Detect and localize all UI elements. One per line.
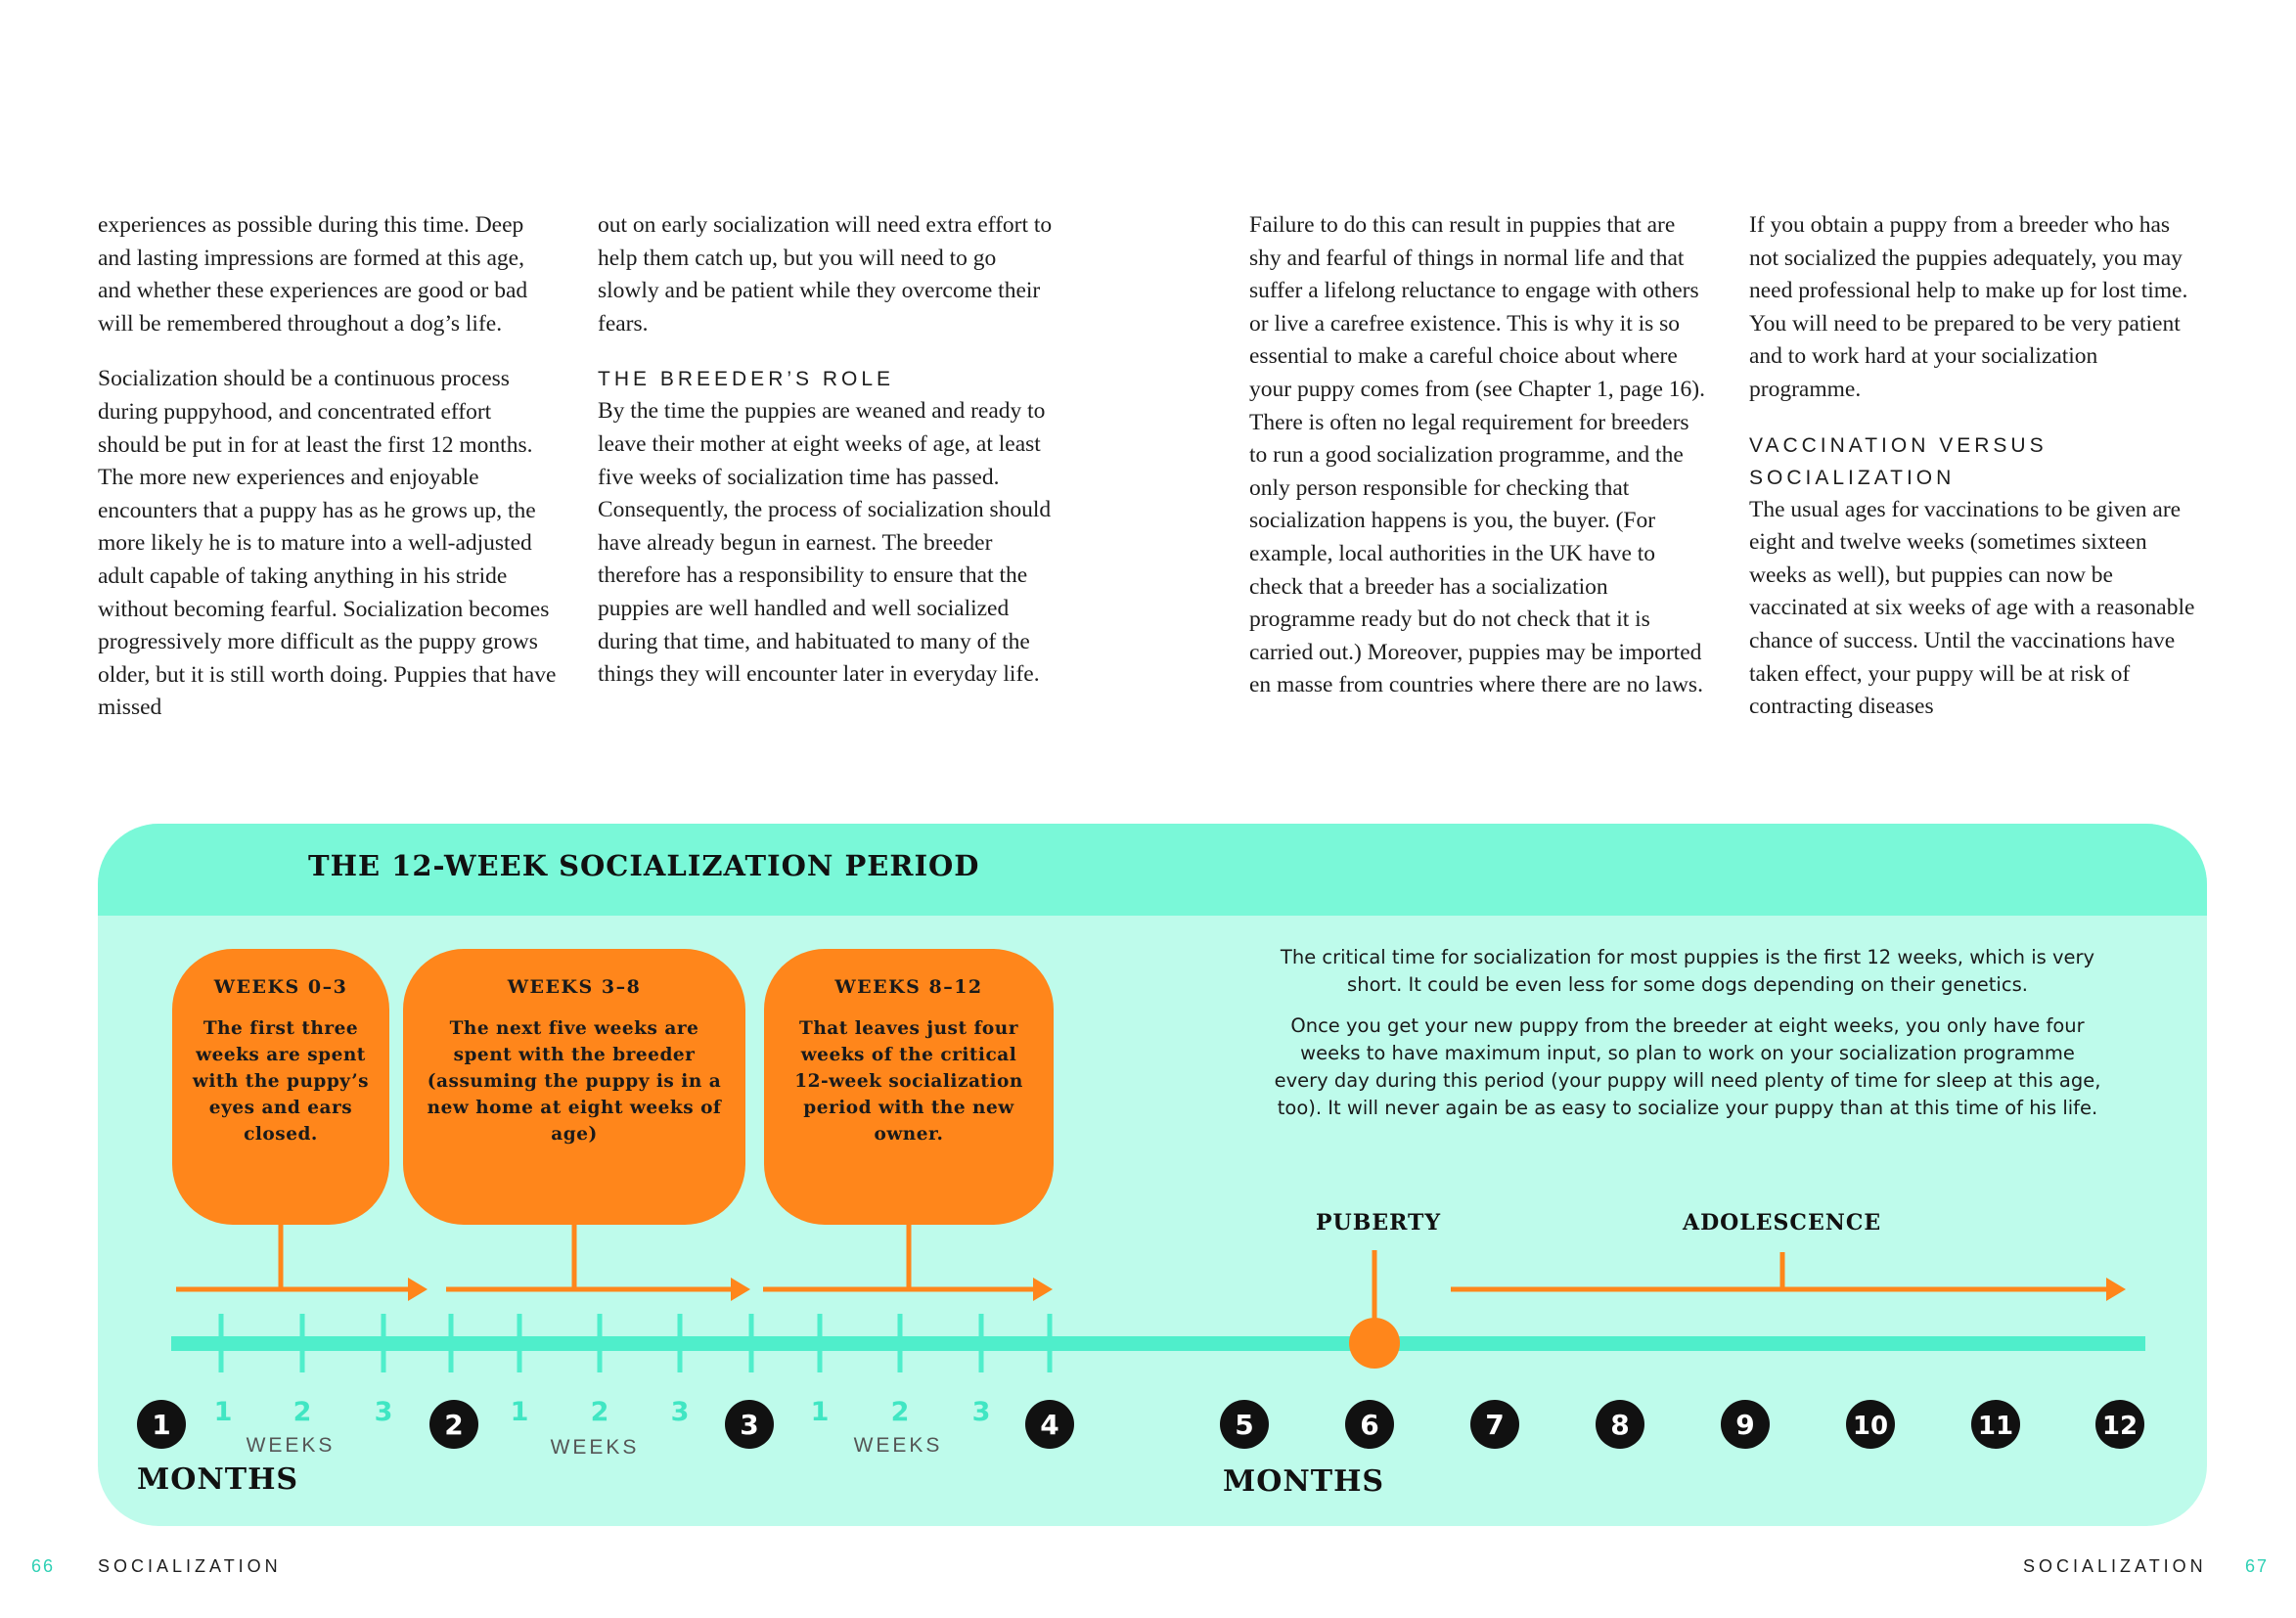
timeline-axis <box>171 1336 2145 1351</box>
week-tick <box>749 1314 754 1372</box>
heading-line-1: VACCINATION VERSUS <box>1749 433 2048 457</box>
week-number: 1 <box>213 1397 233 1427</box>
weeks-label: WEEKS <box>853 1434 943 1457</box>
weeks-label: WEEKS <box>550 1436 640 1459</box>
month-number: 9 <box>1735 1409 1755 1441</box>
month-number: 5 <box>1235 1409 1254 1441</box>
week-number: 2 <box>890 1397 910 1427</box>
week-tick <box>678 1314 683 1372</box>
description-paragraph: Once you get your new puppy from the breeder at eight weeks, you only have four weeks to have maximum input, so plan to work on your socialization programme every day during this period (your puppy will need plenty of time for sleep at this age, too). It will never again be as easy to socialize your puppy than at this time of his life. <box>1274 1014 2101 1119</box>
week-tick <box>219 1314 224 1372</box>
paragraph: out on early socialization will need extra effort to help them catch up, but you will need to go slowly and be patient while they overcome their fears. <box>598 212 1053 337</box>
adolescence-label: ADOLESCENCE <box>1683 1210 1882 1236</box>
week-tick <box>300 1314 305 1372</box>
week-tick <box>449 1314 454 1372</box>
month-number: 7 <box>1485 1409 1505 1441</box>
month-number: 3 <box>740 1409 759 1441</box>
bubble-title: WEEKS 8–12 <box>834 976 983 998</box>
arrow-weeks-0-3-head <box>408 1278 428 1301</box>
arrow-weeks-8-12-head <box>1033 1278 1053 1301</box>
page-number-right: 67 <box>2245 1556 2270 1576</box>
month-number: 8 <box>1610 1409 1630 1441</box>
page-number-left: 66 <box>31 1556 56 1576</box>
paragraph: The usual ages for vaccinations to be given are eight and twelve weeks (sometimes sixteen weeks as well), but puppies can now be vaccinated at six weeks of age with a reasonable chance of success. Until the vaccinations have taken effect, your puppy will be at risk of contracting diseases <box>1749 496 2195 720</box>
weeks-label: WEEKS <box>246 1434 336 1457</box>
months-label-right: MONTHS <box>1223 1464 1385 1499</box>
month-number: 4 <box>1040 1409 1059 1441</box>
section-heading-breeders-role: THE BREEDER’S ROLE <box>598 368 895 391</box>
paragraph: Socialization should be a continuous process during puppyhood, and concentrated effort should be put in for at least the first 12 months. The more new experiences and enjoyable encounters that a puppy has as he grows up, the more likely he is to mature into a well-adjusted adult capable of taking anything in his stride without becoming fearful. Socialization becomes progressively more difficult as the puppy grows older, but it is still worth doing. Puppies that have missed <box>98 366 557 721</box>
week-tick <box>818 1314 823 1372</box>
paragraph: If you obtain a puppy from a breeder who has not socialized the puppies adequately, you may need professional help to make up for lost time. You will need to be prepared to be very patient and to work hard at your socialization programme. <box>1749 212 2188 402</box>
puberty-label: PUBERTY <box>1316 1210 1442 1236</box>
bubble-text: The first three weeks are spent with the puppy’s eyes and ears closed. <box>192 1018 370 1145</box>
week-number: 3 <box>670 1397 690 1427</box>
month-number: 10 <box>1852 1412 1889 1441</box>
bubble-text: The next five weeks are spent with the breeder (assuming the puppy is in a new home at eight weeks of age) <box>427 1018 722 1145</box>
bubble-title: WEEKS 3–8 <box>507 976 642 998</box>
infographic-title: THE 12-WEEK SOCIALIZATION PERIOD <box>308 849 980 882</box>
heading-line-2: SOCIALIZATION <box>1749 466 1956 489</box>
week-number: 2 <box>590 1397 609 1427</box>
running-footer-right: SOCIALIZATION <box>2023 1556 2207 1576</box>
arrow-adolescence-head <box>2106 1278 2126 1301</box>
month-number: 2 <box>444 1409 464 1441</box>
arrow-weeks-3-8-head <box>731 1278 750 1301</box>
month-number: 6 <box>1360 1409 1379 1441</box>
months-label-left: MONTHS <box>137 1462 299 1497</box>
running-footer-left: SOCIALIZATION <box>98 1556 282 1576</box>
paragraph: experiences as possible during this time. Deep and lasting impressions are formed at this age, and whether these experiences are good or bad will be remembered throughout a dog’s life. <box>98 212 528 337</box>
week-number: 1 <box>810 1397 830 1427</box>
week-number: 2 <box>293 1397 312 1427</box>
month-number: 12 <box>2101 1412 2138 1441</box>
week-tick <box>382 1314 386 1372</box>
week-number: 1 <box>510 1397 529 1427</box>
week-number: 3 <box>971 1397 991 1427</box>
week-tick <box>1048 1314 1053 1372</box>
week-tick <box>979 1314 984 1372</box>
description-paragraph: The critical time for socialization for most puppies is the first 12 weeks, which is very short. It could be even less for some dogs depending on their genetics. <box>1280 946 2095 996</box>
paragraph: By the time the puppies are weaned and ready to leave their mother at eight weeks of age, at least five weeks of socialization time has passed. Consequently, the process of socialization should have already begun in earnest. The breeder therefore has a responsibility to ensure that the puppies are well handled and well socialized during that time, and habituated to many of the things they will encounter later in everyday life. <box>598 398 1052 688</box>
month-number: 1 <box>152 1409 171 1441</box>
week-number: 3 <box>374 1397 393 1427</box>
puberty-marker <box>1349 1318 1400 1369</box>
paragraph: Failure to do this can result in puppies that are shy and fearful of things in normal life and that suffer a lifelong reluctance to engage with others or live a carefree existence. This is why it is so essential to make a careful choice about where your puppy comes from (see Chapter 1, page 16). There is often no legal requirement for breeders to run a good socialization programme, and the only person responsible for checking that socialization happens is you, the buyer. (For example, local authorities in the UK have to check that a breeder has a socialization programme ready but do not check that it is carried out.) Moreover, puppies may be imported en masse from countries where there are no laws. <box>1249 212 1705 698</box>
month-number: 11 <box>1977 1412 2014 1441</box>
week-tick <box>598 1314 603 1372</box>
week-tick <box>518 1314 522 1372</box>
bubble-title: WEEKS 0–3 <box>213 976 348 998</box>
bubble-text: That leaves just four weeks of the critical 12-week socialization period with the new owner. <box>794 1018 1023 1145</box>
week-tick <box>898 1314 903 1372</box>
